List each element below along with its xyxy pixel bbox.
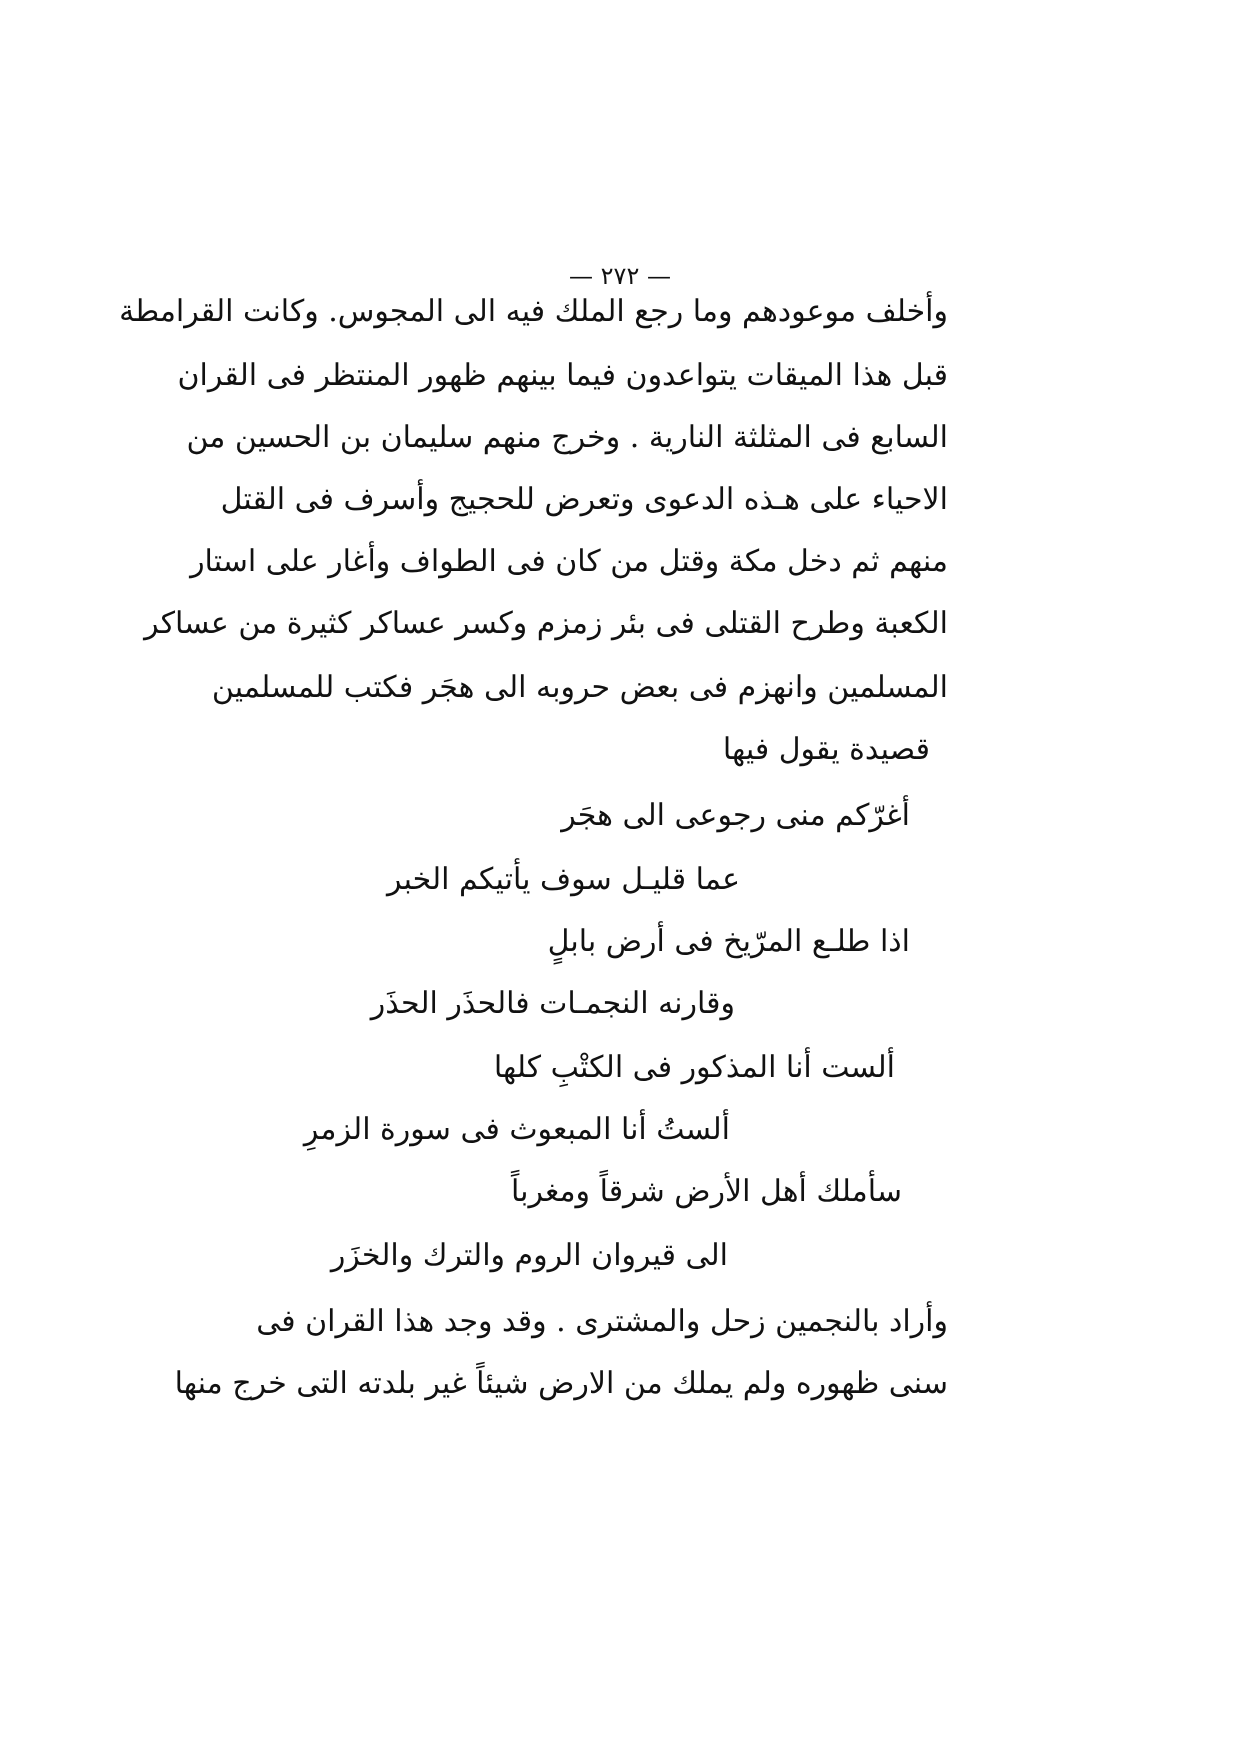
prose-line-3: السابع فى المثلثة النارية . وخرج منهم سليمان بن الحسين من <box>186 420 948 455</box>
page-number: — ٢٧٢ — <box>569 262 671 290</box>
prose-line-7: المسلمين وانهزم فى بعض حروبه الى هجَر فكتب للمسلمين <box>211 670 948 705</box>
prose-line-4: الاحياء على هـذه الدعوى وتعرض للحجيج وأسرف فى القتل <box>220 482 948 517</box>
prose-line-6: الكعبة وطرح القتلى فى بئر زمزم وكسر عساكر كثيرة من عساكر <box>144 606 948 641</box>
prose-line-2: قبل هذا الميقات يتواعدون فيما بينهم ظهور المنتظر فى القران <box>177 358 948 393</box>
prose-line-1: وأخلف موعودهم وما رجع الملك فيه الى المجوس. وكانت القرامطة <box>119 294 948 329</box>
closing-line-1: وأراد بالنجمين زحل والمشترى . وقد وجد هذا القران فى <box>256 1304 948 1339</box>
verse-line-8: الى قيروان الروم والترك والخزَر <box>330 1238 728 1273</box>
prose-line-5: منهم ثم دخل مكة وقتل من كان فى الطواف وأغار على استار <box>190 544 948 579</box>
prose-line-8: قصيدة يقول فيها <box>722 732 930 767</box>
verse-line-4: وقارنه النجمـات فالحذَر الحذَر <box>370 986 735 1021</box>
verse-line-6: ألستُ أنا المبعوث فى سورة الزمرِ <box>303 1112 730 1147</box>
verse-line-1: أغرّكم منى رجوعى الى هجَر <box>561 798 910 833</box>
closing-line-2: سنى ظهوره ولم يملك من الارض شيئاً غير بلدته التى خرج منها <box>174 1366 948 1401</box>
verse-line-5: ألست أنا المذكور فى الكتْبِ كلها <box>493 1050 895 1085</box>
verse-line-3: اذا طلـع المرّيخ فى أرض بابلٍ <box>547 924 910 959</box>
verse-line-2: عما قليـل سوف يأتيكم الخبر <box>387 862 740 897</box>
verse-line-7: سأملك أهل الأرض شرقاً ومغرباً <box>510 1174 902 1209</box>
